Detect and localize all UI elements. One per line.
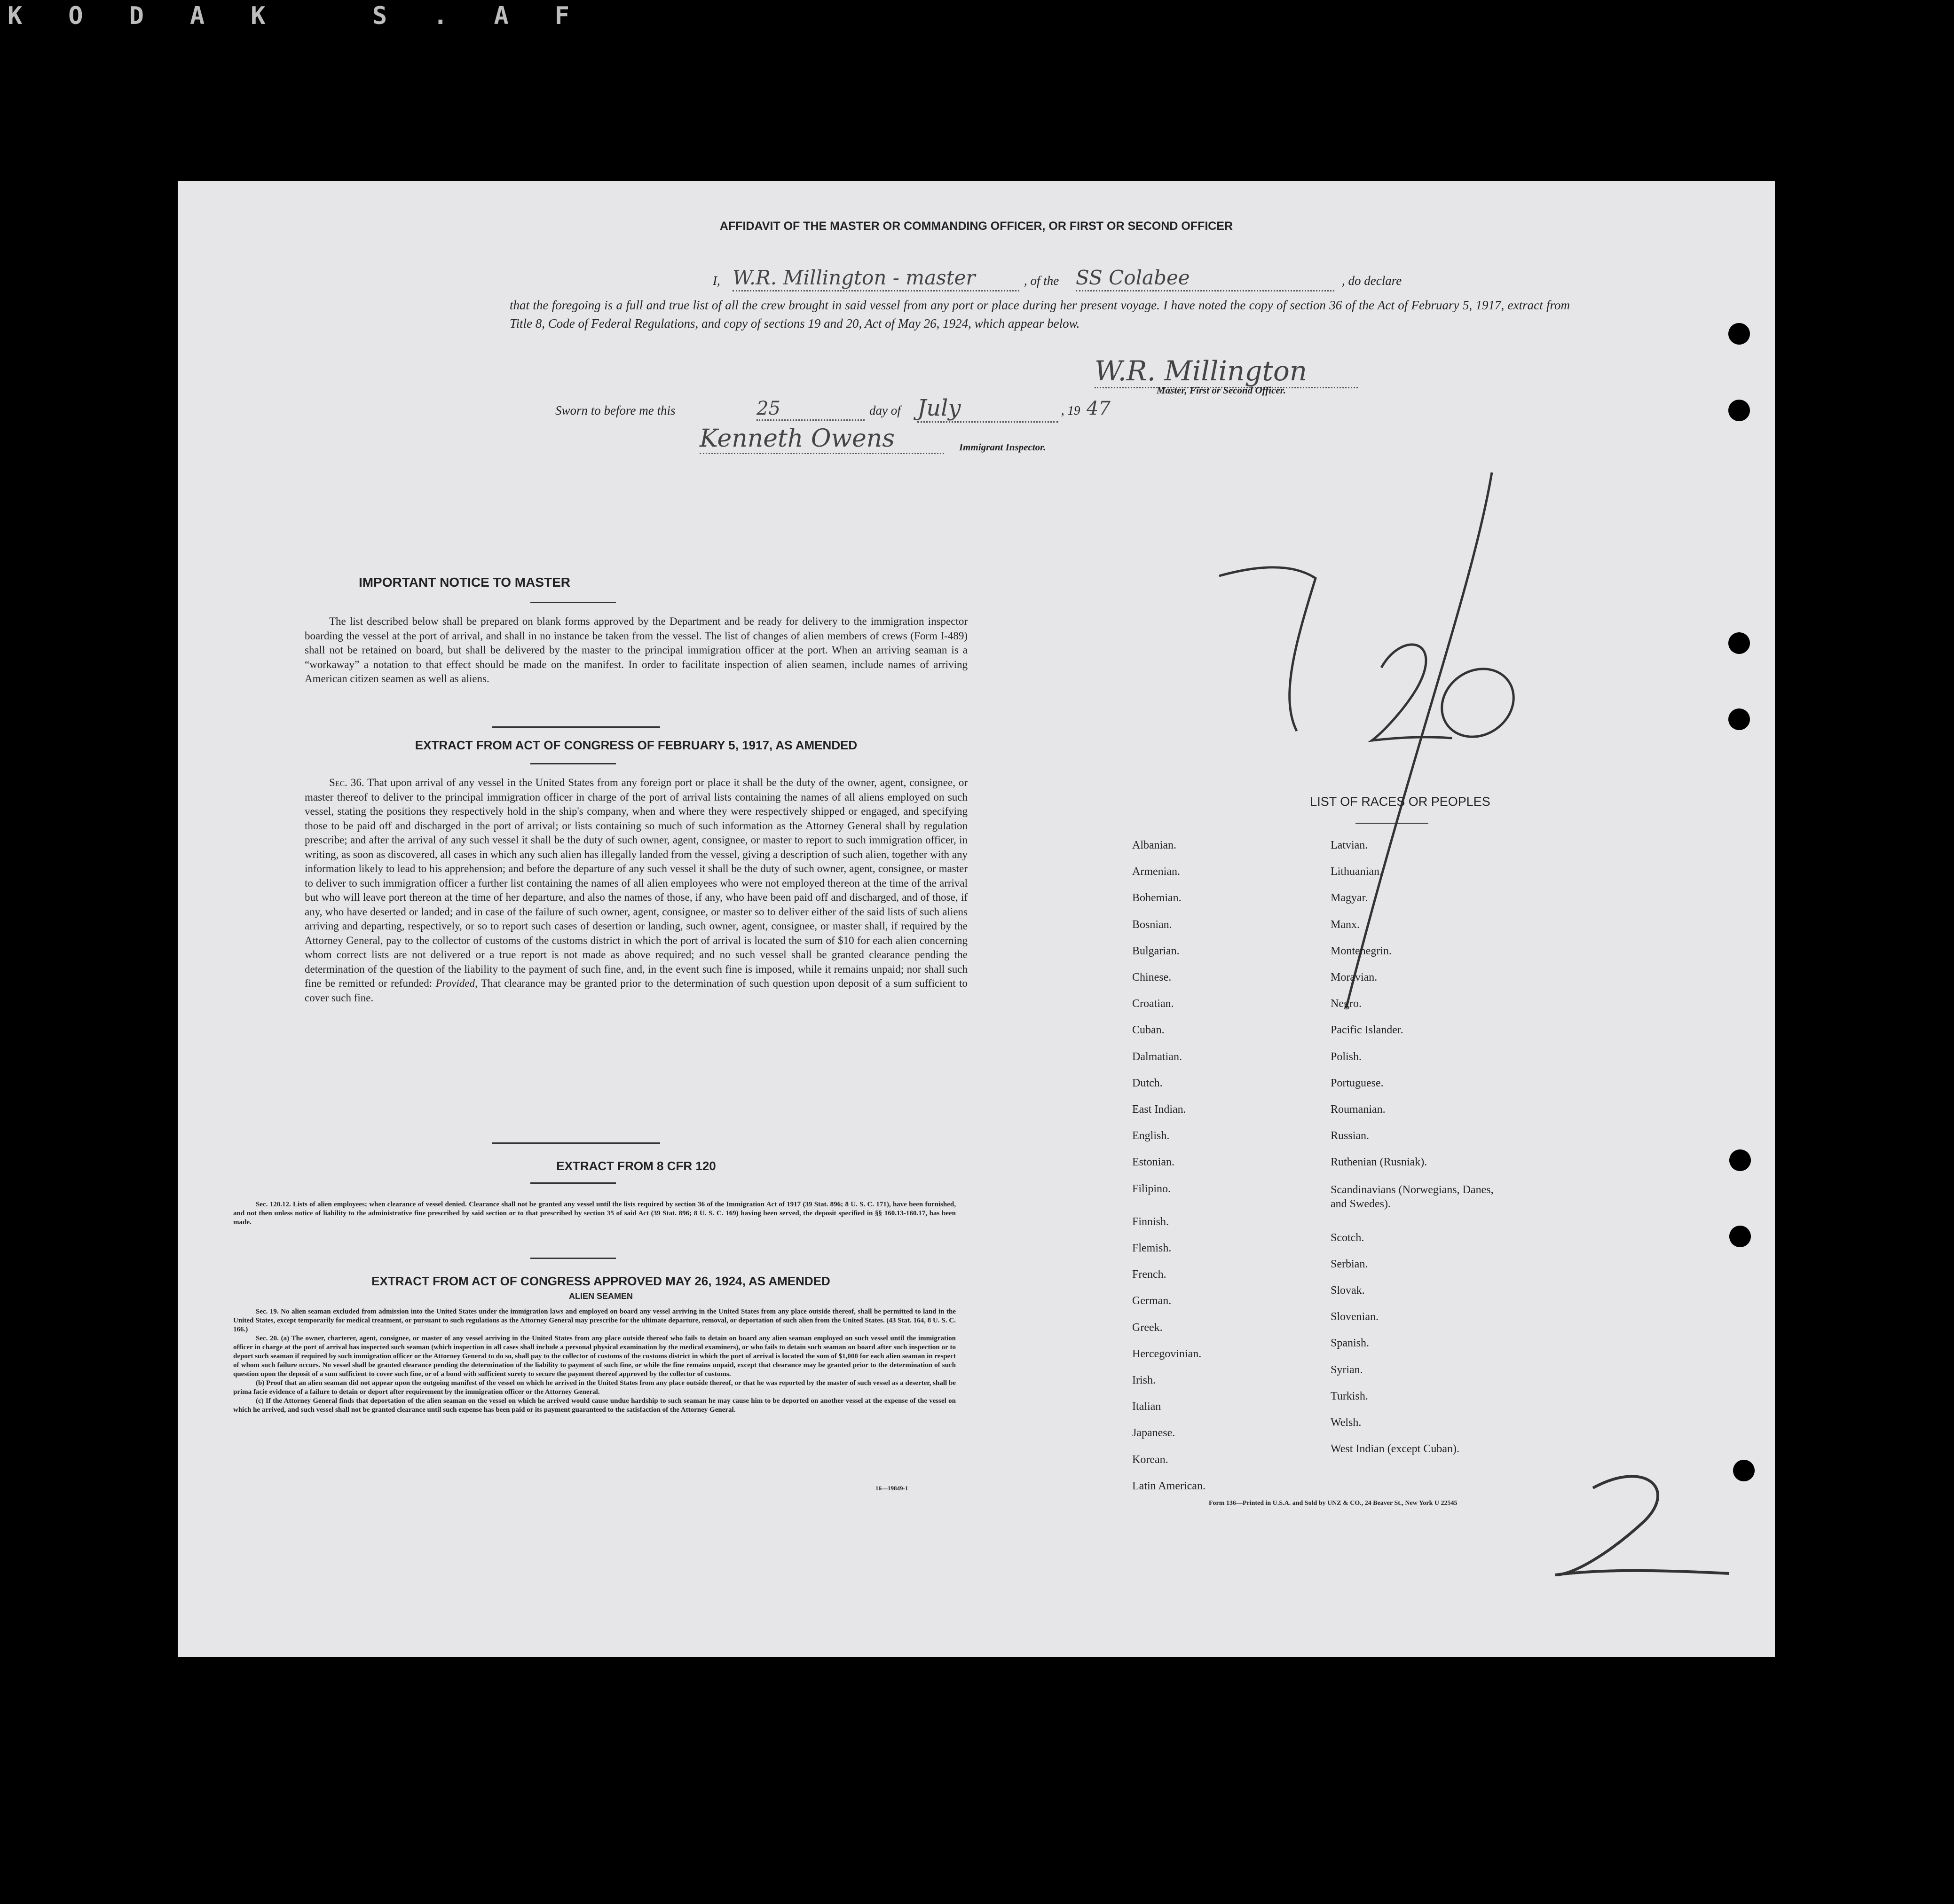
handwritten-slash-stroke [1346,472,1492,1008]
race-item: Scotch. [1331,1231,1364,1244]
act1924-sec20c: (c) If the Attorney General finds that deportation of the alien seaman on the vessel on which he arrived would cause undue hardship to such seaman he may cause him to be deported on another vessel at the expense of the vessel on which he arrived, and such vessel shall not be granted clearance until such expense has been paid or its payment guaranteed to the satisfaction of the Attorney General. [233,1397,956,1414]
film-edge-mark: KODAK S.AF [8,2,616,30]
race-item: Russian. [1331,1130,1370,1142]
race-item: Manx. [1331,918,1360,931]
race-item: Welsh. [1331,1416,1362,1429]
race-item: Slovak. [1331,1284,1365,1297]
punch-hole [1729,1226,1751,1247]
race-item: Greek. [1132,1321,1163,1334]
race-item: East Indian. [1132,1103,1186,1116]
race-item: Chinese. [1132,971,1172,983]
handwritten-two-stroke [1555,1476,1729,1575]
handwritten-page-mark-svg [1210,468,1548,1013]
race-item: Negro. [1331,998,1362,1010]
inspector-caption: Immigrant Inspector. [959,441,1046,453]
inspector-signature: Kenneth Owens [700,425,944,454]
race-item: Spanish. [1331,1337,1370,1350]
notice-body: The list described below shall be prepared on blank forms approved by the Department and be ready for delivery to the immigration inspector boarding the vessel at the port of arrival, and shall in no instance be taken from the vessel. The list of changes of alien members of crews (Form I-489) shall not be retained on board, but shall be delivered by the master to the principal immigration officer at the port. When an arriving seaman is a “workaway” a notation to that effect should be made on the manifest. In order to facilitate inspection of alien seamen, include names of arriving American citizen seamen as well as aliens. [305,615,968,684]
race-item: Cuban. [1132,1024,1165,1037]
act1924-body [233,1307,956,1415]
act1917-sec-label: Sec. 36. [329,777,364,788]
cfr-divider [530,1258,616,1259]
affidavit-prefix: I, [713,274,720,288]
race-item: Montenegrin. [1331,944,1392,957]
race-item: Turkish. [1331,1390,1368,1402]
races-title-rule [1355,823,1428,824]
notice-title: IMPORTANT NOTICE TO MASTER [358,575,571,590]
act1924-subtitle: ALIEN SEAMEN [568,1291,633,1301]
race-item: Ruthenian (Rusniak). [1331,1156,1427,1169]
affidavit-title: AFFIDAVIT OF THE MASTER OR COMMANDING OFFICER, OR FIRST OR SECOND OFFICER [719,220,1233,233]
act1917-text-end: That clearance may be granted prior to the determination of such question upon deposit of a sum sufficient to cover such fine. [305,977,968,1004]
handwritten-seven-stroke [1219,567,1316,731]
race-item: Moravian. [1331,971,1378,983]
handwritten-zero-stroke [1428,655,1527,750]
race-item: Latvian. [1331,839,1368,851]
handwritten-corner-mark-svg [1522,1469,1748,1582]
race-item: Bohemian. [1132,892,1182,905]
notice-title-rule [530,602,616,603]
race-item: Flemish. [1132,1242,1172,1254]
race-item: Bosnian. [1132,918,1172,931]
race-item: Slovenian. [1331,1311,1379,1323]
affidavit-of-the: , of the [1024,274,1059,288]
sworn-prefix: Sworn to before me this [555,403,676,417]
punch-hole [1728,708,1750,730]
act1917-title-rule [530,763,616,764]
vessel-name-field: SS Colabee [1076,266,1334,291]
race-item: Korean. [1132,1453,1168,1466]
race-item: French. [1132,1268,1166,1281]
race-item: Italian [1132,1400,1161,1413]
act1917-body [305,776,968,1005]
sworn-year-field: 47 [1087,398,1111,419]
sworn-year-prefix: , 19 [1061,403,1080,417]
act1924-sec19: Sec. 19. No alien seaman excluded from admission into the United States under the immigration laws and employed on board any vessel arriving in the United States from any place outside thereof, shall be permitted to land in the United States, except temporarily for medical treatment, or pursuant to such regulations as the Attorney General may prescribe for the ultimate departure, removal, or deportation of such alien from the United States. (43 Stat. 164, 8 U. S. C. 166.) [233,1308,956,1333]
race-item: Croatian. [1132,998,1174,1010]
race-item: Filipino. [1132,1182,1171,1195]
races-title: LIST OF RACES OR PEOPLES [1310,795,1490,809]
race-item: German. [1132,1295,1172,1307]
cfr-title: EXTRACT FROM 8 CFR 120 [556,1159,716,1173]
race-item: Dalmatian. [1132,1050,1182,1063]
race-item: Serbian. [1331,1258,1368,1270]
act1924-sec20b: (b) Proof that an alien seaman did not appear upon the outgoing manifest of the vessel on which he arrived in the United States from any place outside thereof, or that he was reported by the master of such vessel as a deserter, shall be prima facie evidence of a failure to detain or deport after requirement by the immigration officer or the Attorney General. [233,1379,956,1396]
race-item: Latin American. [1132,1479,1205,1492]
punch-hole [1728,323,1750,345]
punch-hole [1728,632,1750,654]
act1917-provided: Provided, [435,977,478,989]
master-name-field: W.R. Millington - master [733,266,1019,291]
cfr-title-rule [530,1182,616,1184]
race-item: Albanian. [1132,839,1176,851]
affidavit-do-declare: , do declare [1342,274,1402,288]
race-item: Hercegovinian. [1132,1347,1202,1360]
notice-divider [492,726,660,728]
act1924-title: EXTRACT FROM ACT OF CONGRESS APPROVED MAY 26, 1924, AS AMENDED [371,1274,830,1288]
act1917-divider [492,1142,660,1144]
act1924-form-code: 16—19849-1 [875,1485,908,1492]
act1924-sec20a: Sec. 20. (a) The owner, charterer, agent, consignee, or master of any vessel arriving in the United States from any place outside thereof who fails to detain on board any alien seaman employed on such vessel until the immigration officer in charge at the port of arrival has inspected such seaman (which inspection in all cases shall include a personal physical examination by the medical examiners), or who fails to detain such seaman on board after such inspection or to deport such seaman if required by such immigration officer or the Attorney General to do so, shall pay to the collector of customs of the customs district in which the port of arrival is located the sum of $1,000 for each alien seaman in respect of whom such failure occurs. No vessel shall be granted clearance pending the determination of the liability to payment of such fine, or while the fine remains unpaid, except that clearance may be granted prior to the determination of such question upon the deposit of a sum sufficient to cover such fine, or of a bond with sufficient surety to secure the payment thereof approved by the collector of customs. [233,1335,956,1378]
race-item: Armenian. [1132,865,1180,878]
act1917-text: That upon arrival of any vessel in the United States from any foreign port or place it shall be the duty of the owner, agent, consignee, or master thereof to deliver to the principal immigration officer in charge of the port of arrival lists containing the names of all aliens employed on such vessel, stating the positions they respectively hold in the ship's company, when and where they were respectively shipped or engaged, and specifying those to be paid off and discharged in the port of arrival; or lists containing so much of such information as the Attorney General shall by regulation prescribe; and after the arrival of any such vessel it shall be the duty of such owner, agent, consignee, or master to report to such immigration officer, in writing, as soon as discovered, all cases in which any such alien has illegally landed from the vessel, giving a description of such alien, together with any information likely to lead to his apprehension; and before the departure of any such vessel it shall be the duty of such owner, agent, consignee, or master to deliver to such immigration officer a further list containing the names of all alien employees who were not employed thereon at the time of the arrival but who will leave port thereon at the time of her departure, and also the names of those, if any, who have been paid off and discharged, and of those, if any, who have deserted or landed; and in case of the failure of such owner, agent, consignee, or master so to deliver either of the said lists of such aliens arriving and departing, respectively, or so to report such cases of desertion or landing, such owner, agent, consignee, or master shall, if required by the Attorney General, pay to the collector of customs of the customs district in which the port of arrival is located the sum of $10 for each alien concerning whom correct lists are not delivered or a true report is not made as above required; and no such vessel shall be granted clearance pending the determination of the question of the liability to the payment of such fine, and, in the event such fine is imposed, while it remains unpaid; nor shall such fine be remitted or refunded: [305,777,968,989]
master-signature: W.R. Millington [1095,355,1358,388]
race-item: Polish. [1331,1050,1362,1063]
race-item: Magyar. [1331,892,1368,905]
race-item: Roumanian. [1331,1103,1386,1116]
cfr-body: Sec. 120.12. Lists of alien employees; when clearance of vessel denied. Clearance shall not be granted any vessel until the lists required by section 36 of the Immigration Act of 1917 (39 Stat. 896; 8 U. S. C. 171), have been furnished, and not then unless notice of liability to the administrative fine prescribed by said section or to that prescribed by section 35 of said Act (39 Stat. 896; 8 U. S. C. 169) having been served, the deposit specified in §§ 160.13-160.17, has been made. [233,1201,956,1226]
race-item: Scandinavians (Norwegians, Danes, and Swedes). [1331,1183,1494,1210]
race-item: Japanese. [1132,1427,1175,1440]
race-item: Irish. [1132,1374,1156,1386]
sworn-day-of: day of [869,403,901,417]
sworn-month-field: July [917,395,1058,423]
race-item: Pacific Islander. [1331,1024,1403,1037]
handwritten-two-stroke [1372,645,1452,740]
race-item: Finnish. [1132,1215,1169,1228]
race-item: Portuguese. [1331,1077,1384,1089]
race-item: English. [1132,1130,1170,1142]
sworn-day-field: 25 [756,398,865,421]
affidavit-body: that the foregoing is a full and true list of all the crew brought in said vessel from any port or place during her present voyage. I have noted the copy of section 36 of the Act of February 5, 1917, extract from Title 8, Code of Federal Regulations, and copy of sections 19 and 20, Act of May 26, 1924, which appear below. [510,298,1570,330]
race-item: Lithuanian. [1331,865,1382,878]
master-signature-caption: Master, First or Second Officer. [1157,385,1286,396]
punch-hole [1729,1149,1751,1171]
form-footer: Form 136—Printed in U.S.A. and Sold by UNZ & CO., 24 Beaver St., New York U 22545 [1209,1500,1458,1507]
punch-hole [1728,400,1750,421]
act1917-title: EXTRACT FROM ACT OF CONGRESS OF FEBRUARY 5, 1917, AS AMENDED [415,738,858,752]
manifest-page [178,181,1775,1657]
race-item: Bulgarian. [1132,944,1180,957]
sworn-line [555,395,1308,424]
race-item: Estonian. [1132,1156,1174,1169]
race-item: Dutch. [1132,1077,1163,1089]
race-item: West Indian (except Cuban). [1331,1443,1459,1456]
race-item: Syrian. [1331,1363,1363,1376]
